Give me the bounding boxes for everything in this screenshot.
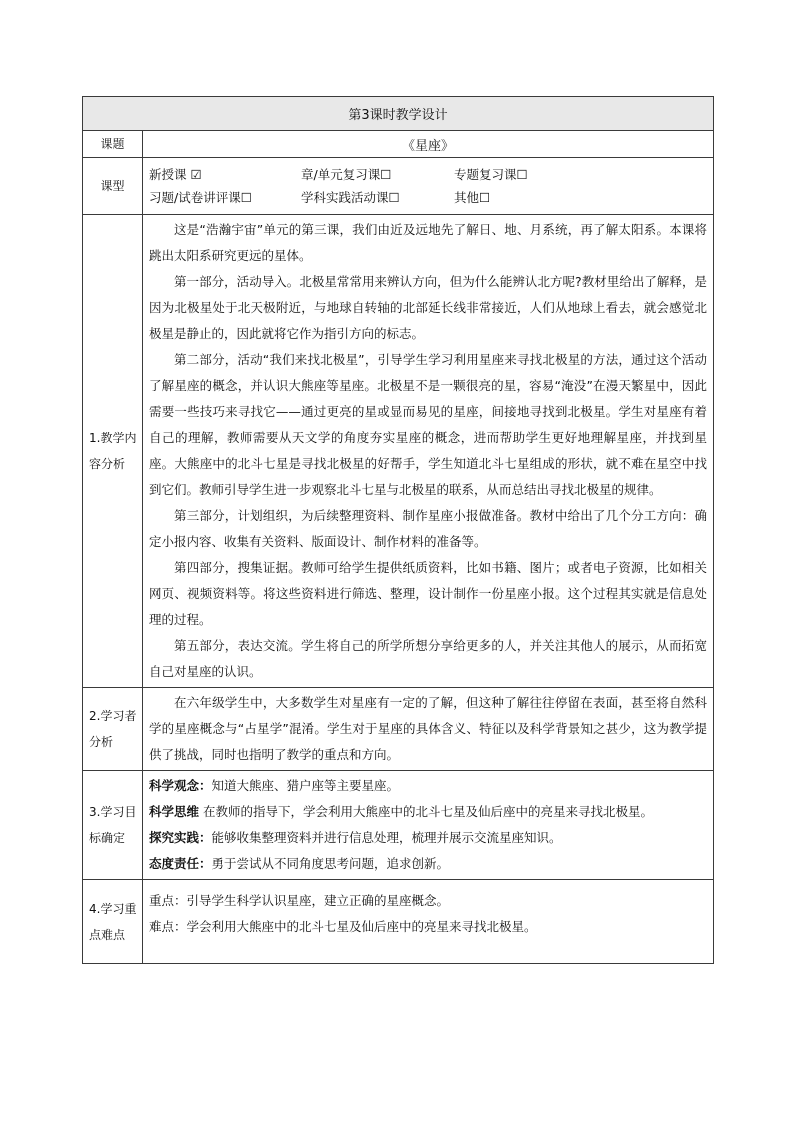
lesson-type-line-1 [143,163,713,186]
objective-text: 能够收集整理资料并进行信息处理，梳理并展示交流星座知识。 [211,830,562,845]
objective-key: 态度责任： [149,856,212,871]
content-paragraph: 第二部分，活动“我们来找北极星”，引导学生学习利用星座来寻找北极星的方法，通过这个活动了解星座的概念，并认识大熊座等星座。北极星不是一颗很亮的星，容易“淹没”在漫天繁星中，因此需要一些技巧来寻找它——通过更亮的星或显而易见的星座，间接地寻找到北极星。学生对星座有着自己的理解，教师需要从天文学的角度夯实星座的概念，进而帮助学生更好地理解星座，并找到星座。大熊座中的北斗七星是寻找北极星的好帮手，学生知道北斗七星组成的形状，就不难在星空中找到它们。教师引导学生进一步观察北斗七星与北极星的联系，从而总结出寻找北极星的规律。 [149,352,707,497]
option-practice-activity: 学科实践活动课☐ [300,190,400,205]
objective-text: 知道大熊座、猎户座等主要星座。 [211,778,400,793]
lesson-type-label: 课型 [83,158,143,215]
content-paragraph: 第三部分，计划组织，为后续整理资料、制作星座小报做准备。教材中给出了几个分工方向：确定小报内容、收集有关资料、版面设计、制作材料的准备等。 [149,508,707,549]
objective-item [149,799,707,825]
content-paragraph: 这是“浩瀚宇宙”单元的第三课，我们由近及远地先了解日、地、月系统，再了解太阳系。本课将跳出太阳系研究更远的星体。 [149,222,707,263]
objective-key: 科学观念： [149,778,212,793]
content-paragraph: 第五部分，表达交流。学生将自己的所学所想分享给更多的人，并关注其他人的展示，从而拓宽自己对星座的认识。 [149,638,707,679]
lesson-row [83,131,714,158]
objective-key: 科学思维 [149,804,200,819]
content-paragraph: 第四部分，搜集证据。教师可给学生提供纸质资料，比如书籍、图片；或者电子资源，比如相关网页、视频资料等。将这些资料进行筛选、整理，设计制作一份星座小报。这个过程其实就是信息处理的过程。 [149,560,707,627]
lesson-value: 《星座》 [143,131,714,158]
option-topic-review: 专题复习课☐ [453,167,528,182]
option-unit-review: 章/单元复习课☐ [300,167,392,182]
content-paragraph: 第一部分，活动导入。北极星常常用来辨认方向，但为什么能辨认北方呢?教材里给出了解释，是因为北极星处于北天极附近，与地球自转轴的北部延长线非常接近，人们从地球上看去，就会感觉北极星是静止的，因此就将它作为指引方向的标志。 [149,274,707,341]
objectives-body [143,771,714,880]
option-other: 其他☐ [453,190,491,205]
document-title: 第3课时教学设计 [83,97,714,131]
content-analysis-row [83,215,714,688]
lesson-design-table [82,96,714,964]
lesson-label: 课题 [83,131,143,158]
lesson-type-row [83,158,714,215]
lesson-type-options [143,158,714,215]
objective-text: 在教师的指导下，学会利用大熊座中的北斗七星及仙后座中的亮星来寻找北极星。 [203,804,654,819]
key-points-row [83,880,714,964]
option-new-lesson: 新授课 ☑ [149,167,202,182]
content-analysis-label: 1.教学内容分析 [83,215,143,688]
objective-text: 勇于尝试从不同角度思考问题，追求创新。 [211,856,450,871]
learner-analysis-label: 2.学习者分析 [83,688,143,771]
objectives-row [83,771,714,880]
learner-analysis-row [83,688,714,771]
learner-paragraph: 在六年级学生中，大多数学生对星座有一定的了解，但这种了解往往停留在表面，甚至将自然科学的星座概念与“占星学”混淆。学生对于星座的具体含义、特征以及科学背景知之甚少，这为教学提供了挑战，同时也指明了教学的重点和方向。 [149,695,707,762]
key-point-line: 重点：引导学生科学认识星座，建立正确的星座概念。 [149,893,450,908]
objective-key: 探究实践： [149,830,212,845]
objective-item [149,851,707,877]
option-exercise-review: 习题/试卷讲评课☐ [149,190,252,205]
difficult-point-line: 难点：学会利用大熊座中的北斗七星及仙后座中的亮星来寻找北极星。 [149,919,537,934]
key-points-body [143,880,714,964]
key-points-label: 4.学习重点难点 [83,880,143,964]
lesson-type-line-2 [143,186,713,209]
content-analysis-body [143,215,714,688]
objective-item [149,773,707,799]
objectives-label: 3.学习目标确定 [83,771,143,880]
learner-analysis-body [143,688,714,771]
objective-item [149,825,707,851]
title-row [83,97,714,131]
